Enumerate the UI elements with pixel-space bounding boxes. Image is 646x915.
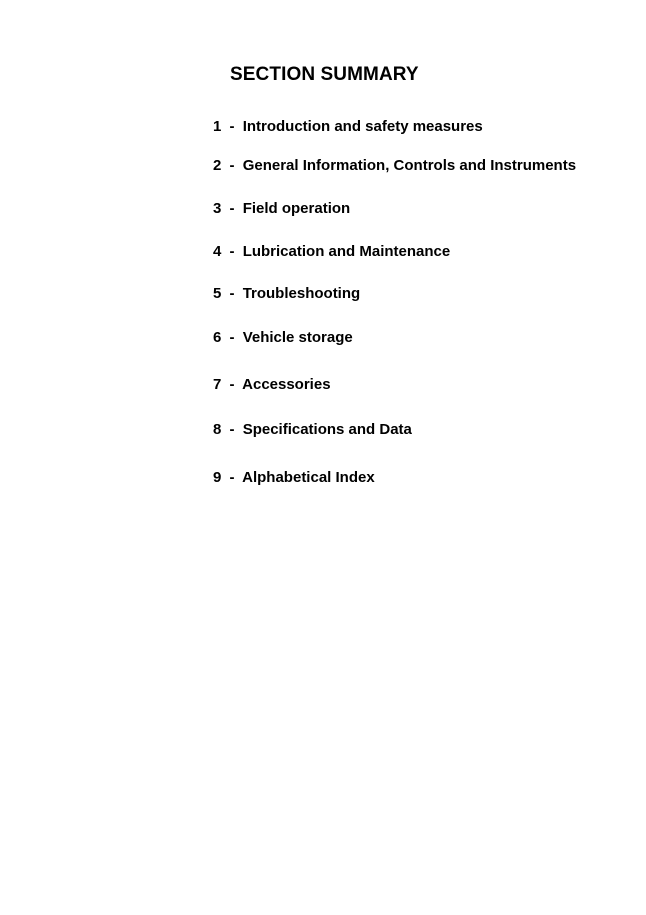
page-title: SECTION SUMMARY [230, 64, 419, 85]
section-number: 2 [213, 157, 222, 174]
section-item [213, 243, 450, 260]
section-item [213, 200, 350, 217]
section-label: Field operation [242, 200, 351, 217]
section-label: Vehicle storage [242, 329, 353, 346]
section-item [213, 329, 353, 346]
section-number: 7 [213, 376, 222, 393]
section-separator: - [229, 200, 235, 217]
section-label: Introduction and safety measures [242, 118, 483, 135]
section-number: 3 [213, 200, 222, 217]
section-label: Alphabetical Index [242, 469, 375, 486]
section-label: Lubrication and Maintenance [242, 243, 451, 260]
section-number: 4 [213, 243, 222, 260]
section-separator: - [229, 285, 235, 302]
section-number: 9 [213, 469, 222, 486]
section-separator: - [229, 329, 235, 346]
section-item [213, 421, 412, 438]
section-item [213, 157, 576, 174]
section-number: 8 [213, 421, 222, 438]
section-number: 5 [213, 285, 222, 302]
section-separator: - [229, 421, 235, 438]
section-item [213, 118, 483, 135]
section-separator: - [229, 157, 235, 174]
section-item [213, 469, 375, 486]
section-separator: - [229, 118, 235, 135]
section-separator: - [229, 469, 235, 486]
section-item [213, 376, 331, 393]
section-label: Specifications and Data [242, 421, 412, 438]
section-number: 1 [213, 118, 222, 135]
section-separator: - [229, 243, 235, 260]
section-label: Accessories [242, 376, 331, 393]
section-item [213, 285, 360, 302]
section-label: General Information, Controls and Instruments [242, 157, 577, 174]
section-label: Troubleshooting [242, 285, 361, 302]
section-number: 6 [213, 329, 222, 346]
section-separator: - [229, 376, 235, 393]
